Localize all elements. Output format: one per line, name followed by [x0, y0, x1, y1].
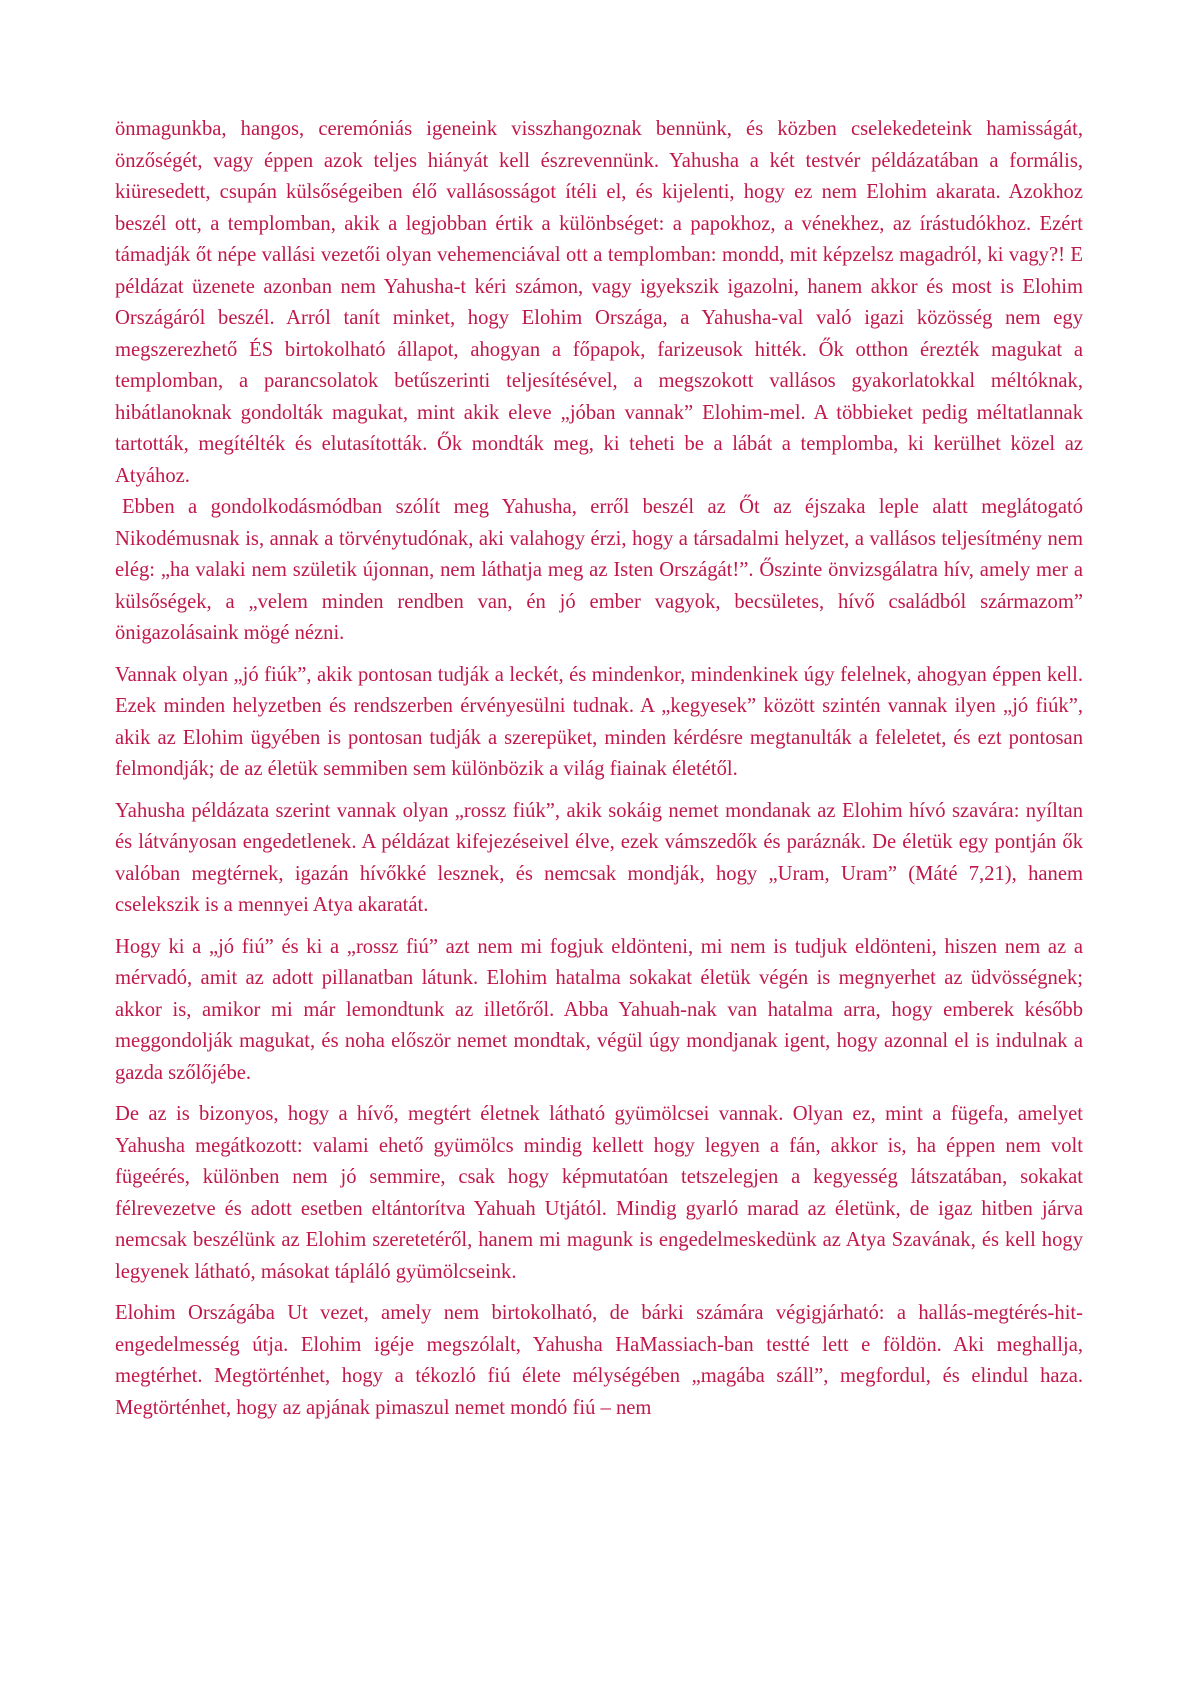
paragraph-temple-critique: önmagunkba, hangos, ceremóniás igeneink visszhangoznak bennünk, és közben cselekedeteink hamisságát, önzőségét, vagy éppen azok teljes hiányát kell észrevennünk. Yahusha a két testvér példázatában a formális, kiüresedett, csupán külsőségeiben élő vallásosságot ítéli el, és kijelenti, hogy ez nem Elohim akarata. Azokhoz beszél ott, a templomban, akik a legjobban értik a különbséget: a papokhoz, a vénekhez, az írástudókhoz. Ezért támadják őt népe vallási vezetői olyan vehemenciával ott a templomban: mondd, mit képzelsz magadról, ki vagy?! E példázat üzenete azonban nem Yahusha-t kéri számon, vagy igyekszik igazolni, hanem akkor és most is Elohim Országáról beszél. Arról tanít minket, hogy Elohim Országa, a Yahusha-val való igazi közösség nem egy megszerezhető ÉS birtokolható állapot, ahogyan a főpapok, farizeusok hitték. Ők otthon érezték magukat a templomban, a parancsolatok betűszerinti teljesítésével, a megszokott vallásos gyakorlatokkal méltóknak, hibátlanoknak gondolták magukat, mint akik eleve „jóban vannak” Elohim-mel. A többieket pedig méltatlannak tartották, megítélték és elutasították. Ők mondták meg, ki teheti be a lábát a templomba, ki kerülhet közel az Atyához. [115, 118, 1083, 487]
body-text [115, 114, 1083, 1424]
paragraph-good-sons: Vannak olyan „jó fiúk”, akik pontosan tudják a leckét, és mindenkor, mindenkinek úgy felelnek, ahogyan éppen kell. Ezek minden helyzetben és rendszerben érvényesülni tudnak. A „kegyesek” között szintén vannak ilyen „jó fiúk”, akik az Elohim ügyében is pontosan tudják a szerepüket, minden kérdésre megtanulták a feleletet, és ezt pontosan felmondják; de az életük semmiben sem különbözik a világ fiainak életétől. [115, 663, 1083, 780]
paragraph-the-way: Elohim Országába Ut vezet, amely nem birtokolható, de bárki számára végigjárható: a hallás-megtérés-hit-engedelmesség útja. Elohim igéje megszólalt, Yahusha HaMassiach-ban testté lett e földön. Aki meghallja, megtérhet. Megtörténhet, hogy a tékozló fiú élete mélységében „magába száll”, megfordul, és elindul haza. Megtörténhet, hogy az apjának pimaszul nemet mondó fiú – nem [115, 1302, 1083, 1419]
paragraph-fig-tree: De az is bizonyos, hogy a hívő, megtért életnek látható gyümölcsei vannak. Olyan ez, mint a fügefa, amelyet Yahusha megátkozott: valami ehető gyümölcs mindig kellett hogy legyen a fán, akkor is, ha éppen nem volt fügeérés, különben nem jó semmire, csak hogy képmutatóan tetszelegjen a kegyesség látszatában, sokakat félrevezetve és adott esetben eltántorítva Yahuah Utjától. Mindig gyarló marad az életünk, de igaz hitben járva nemcsak beszélünk az Elohim szeretetéről, hanem mi magunk is engedelmeskedünk az Atya Szavának, és kell hogy legyenek látható, másokat tápláló gyümölcseink. [115, 1103, 1083, 1283]
paragraph-who-decides: Hogy ki a „jó fiú” és ki a „rossz fiú” azt nem mi fogjuk eldönteni, mi nem is tudjuk eldönteni, hiszen nem az a mérvadó, amit az adott pillanatban látunk. Elohim hatalma sokakat életük végén is megnyerhet az üdvösségnek; akkor is, amikor mi már lemondtunk az illetőről. Abba Yahuah-nak van hatalma arra, hogy emberek később meggondolják magukat, és noha először nemet mondtak, végül úgy mondjanak igent, hogy azonnal el is indulnak a gazda szőlőjébe. [115, 935, 1083, 1084]
paragraph-nicodemus: Ebben a gondolkodásmódban szólít meg Yahusha, erről beszél az Őt az éjszaka leple alatt meglátogató Nikodémusnak is, annak a törvénytudónak, aki valahogy érzi, hogy a társadalmi helyzet, a vallásos teljesítmény nem elég: „ha valaki nem születik újonnan, nem láthatja meg az Isten Országát!”. Őszinte önvizsgálatra hív, amely mer a külsőségek, a „velem minden rendben van, én jó ember vagyok, becsületes, hívő családból származom” önigazolásaink mögé nézni. [115, 496, 1083, 644]
paragraph-bad-sons: Yahusha példázata szerint vannak olyan „rossz fiúk”, akik sokáig nemet mondanak az Elohim hívó szavára: nyíltan és látványosan engedetlenek. A példázat kifejezéseivel élve, ezek vámszedők és paráznák. De életük egy pontján ők valóban megtérnek, igazán hívőkké lesznek, és nemcsak mondják, hogy „Uram, Uram” (Máté 7,21), hanem cselekszik is a mennyei Atya akaratát. [115, 799, 1083, 916]
